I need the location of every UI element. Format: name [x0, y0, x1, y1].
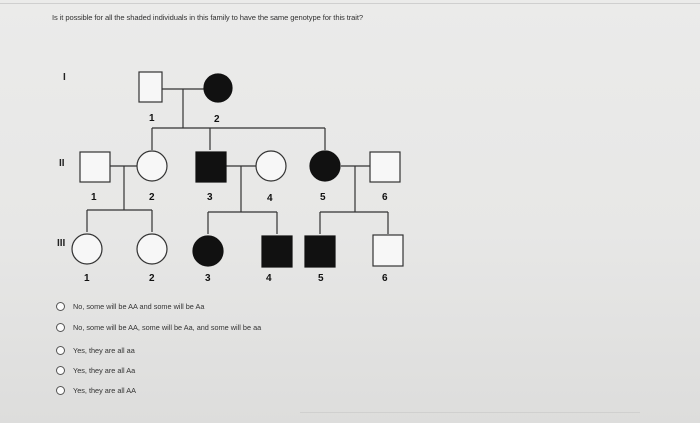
- answer-option-label: No, some will be AA, some will be Aa, and some will be aa: [73, 323, 262, 332]
- label-i1: 1: [149, 113, 155, 124]
- radio-button[interactable]: [56, 366, 65, 375]
- individual-ii1-male-unaffected: [80, 152, 110, 182]
- individual-ii4-female-unaffected: [256, 151, 286, 181]
- label-iii3: 3: [205, 273, 211, 284]
- question-text: Is it possible for all the shaded individuals in this family to have the same genotype for this trait?: [52, 13, 364, 22]
- label-ii1: 1: [91, 192, 97, 203]
- label-ii3: 3: [207, 192, 213, 203]
- radio-button[interactable]: [56, 386, 65, 395]
- generation-label-1: I: [63, 72, 66, 83]
- label-ii5: 5: [320, 192, 326, 203]
- answer-option-label: Yes, they are all Aa: [73, 366, 136, 375]
- label-i2: 2: [214, 114, 220, 125]
- individual-ii2-female-unaffected: [137, 151, 167, 181]
- radio-button[interactable]: [56, 346, 65, 355]
- individual-ii3-male-affected: [196, 152, 226, 182]
- answer-option-2[interactable]: [56, 323, 261, 332]
- label-iii5: 5: [318, 273, 324, 284]
- individual-iii6-male-unaffected: [373, 235, 403, 266]
- label-iii4: 4: [266, 273, 272, 284]
- answer-option-label: No, some will be AA and some will be Aa: [73, 302, 205, 311]
- answer-option-5[interactable]: [56, 386, 136, 395]
- label-iii1: 1: [84, 273, 90, 284]
- individual-i2-female-affected: [204, 74, 232, 102]
- individual-i1-male-unaffected: [139, 72, 162, 102]
- answer-option-1[interactable]: [56, 302, 204, 311]
- radio-button[interactable]: [56, 302, 65, 311]
- answer-option-4[interactable]: [56, 366, 135, 375]
- generation-label-2: II: [59, 158, 65, 169]
- generation-label-3: III: [57, 238, 66, 249]
- individual-iii3-female-affected: [193, 236, 223, 266]
- label-ii6: 6: [382, 192, 388, 203]
- radio-button[interactable]: [56, 323, 65, 332]
- answer-option-label: Yes, they are all AA: [73, 386, 137, 395]
- answer-option-3[interactable]: [56, 346, 135, 355]
- individual-iii1-female-unaffected: [72, 234, 102, 264]
- label-iii2: 2: [149, 273, 155, 284]
- label-ii2: 2: [149, 192, 155, 203]
- individual-iii4-male-affected: [262, 236, 292, 267]
- label-iii6: 6: [382, 273, 388, 284]
- individual-iii5-male-affected: [305, 236, 335, 267]
- individual-iii2-female-unaffected: [137, 234, 167, 264]
- label-ii4: 4: [267, 193, 273, 204]
- answer-option-label: Yes, they are all aa: [73, 346, 135, 355]
- bottom-divider: [300, 412, 640, 413]
- individual-ii6-male-unaffected: [370, 152, 400, 182]
- individual-ii5-female-affected: [310, 151, 340, 181]
